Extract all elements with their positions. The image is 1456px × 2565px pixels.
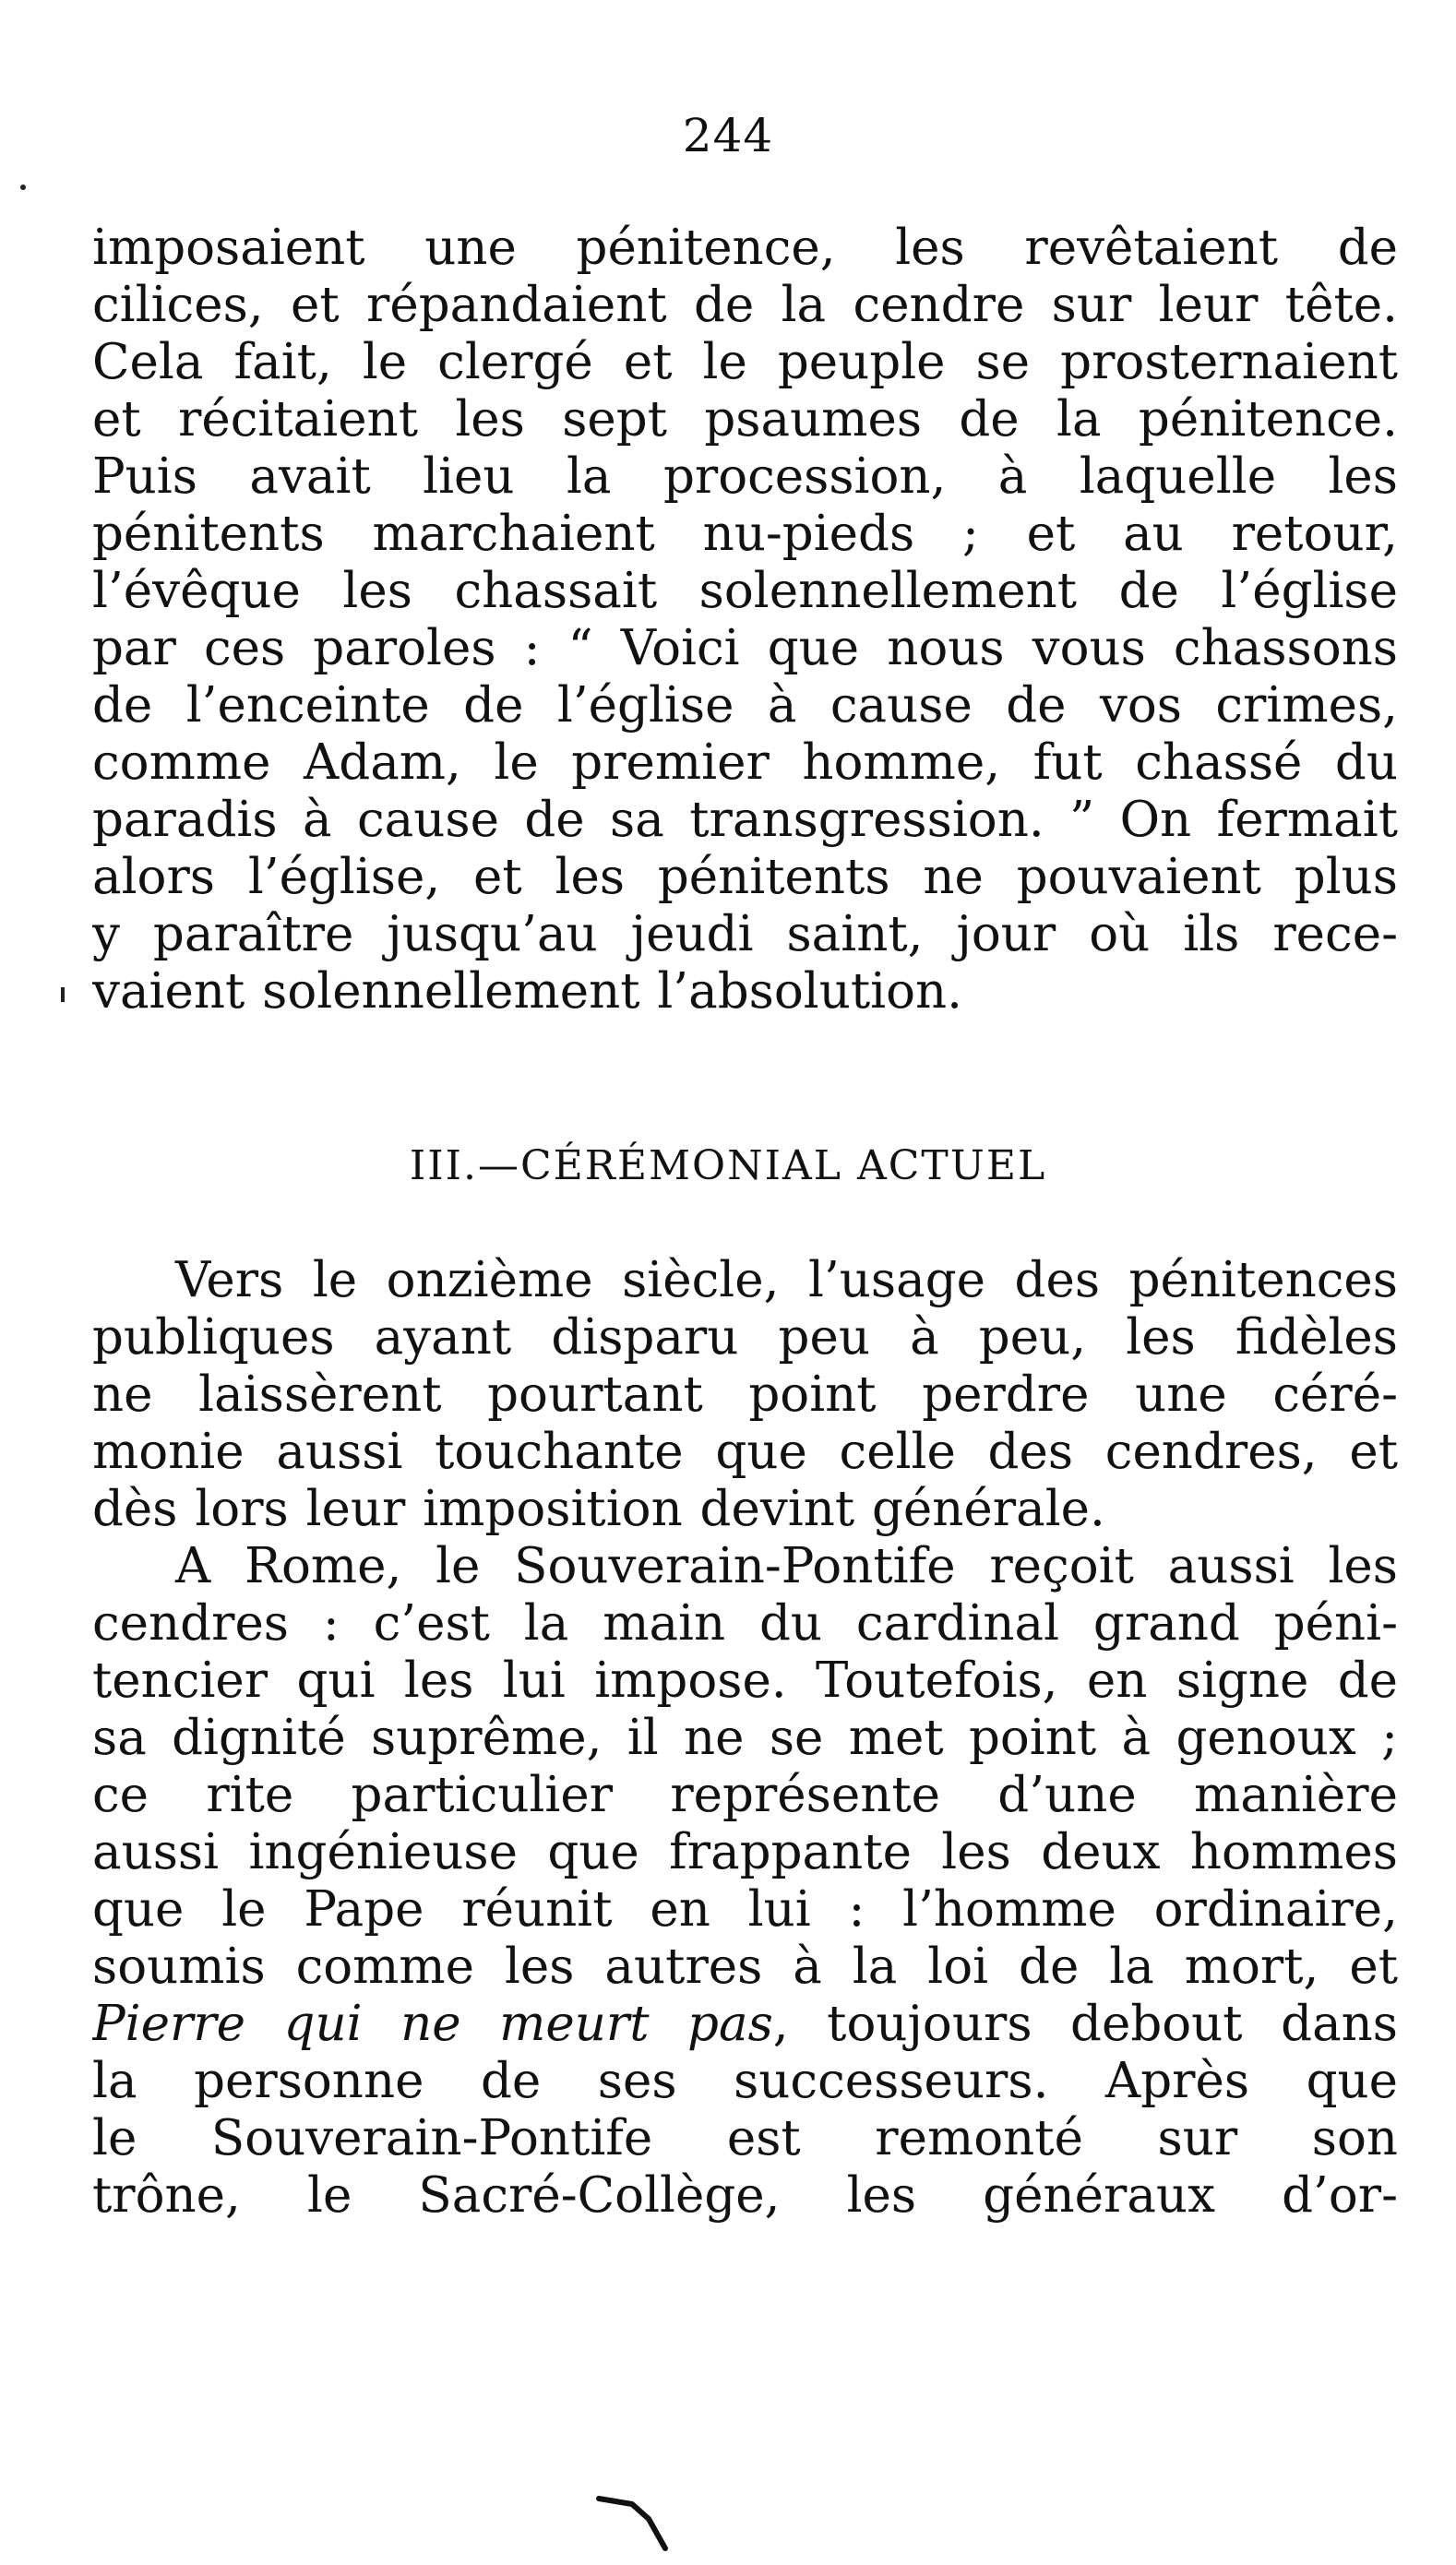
margin-mark	[61, 987, 65, 1002]
text-line: et récitaient les sept psaumes de la pénitence.	[92, 391, 1398, 447]
text-line: monie aussi touchante que celle des cendres, et	[92, 1424, 1398, 1480]
paragraph-continuation	[92, 220, 1398, 1020]
text-line: Puis avait lieu la procession, à laquelle les	[92, 448, 1398, 505]
text-line: Vers le onzième siècle, l’usage des pénitences	[175, 1252, 1398, 1308]
text-line: alors l’église, et les pénitents ne pouvaient plus	[92, 849, 1398, 905]
text-line: pénitents marchaient nu-pieds ; et au retour,	[92, 506, 1398, 562]
text-line: aussi ingénieuse que frappante les deux hommes	[92, 1824, 1398, 1880]
text-line: cilices, et répandaient de la cendre sur leur tête.	[92, 277, 1398, 333]
text-line: cendres : c’est la main du cardinal grand péni-	[92, 1595, 1398, 1652]
text-line: publiques ayant disparu peu à peu, les fidèles	[92, 1309, 1398, 1366]
ink-speck	[20, 185, 26, 190]
italic-phrase: Pierre qui ne meurt pas	[92, 1996, 773, 2052]
text-line: trône, le Sacré-Collège, les généraux d’or-	[92, 2167, 1398, 2224]
text-line: paradis à cause de sa transgression. ” On fermait	[92, 792, 1398, 848]
text-line: A Rome, le Souverain-Pontife reçoit aussi les	[175, 1538, 1398, 1594]
section-heading: III.—CÉRÉMONIAL ACTUEL	[409, 1142, 1047, 1189]
text-line: que le Pape réunit en lui : l’homme ordinaire,	[92, 1881, 1398, 1938]
text-line: comme Adam, le premier homme, fut chassé du	[92, 734, 1398, 791]
text-line: ne laissèrent pourtant point perdre une céré-	[92, 1366, 1398, 1423]
text-line: soumis comme les autres à la loi de la mort, et	[92, 1939, 1398, 1995]
text-line-with-italic	[92, 1996, 1398, 2053]
text-line: le Souverain-Pontife est remonté sur son	[92, 2110, 1398, 2166]
text-line: de l’enceinte de l’église à cause de vos crimes,	[92, 677, 1398, 734]
text-line: ce rite particulier représente d’une manière	[92, 1767, 1398, 1823]
text-line: la personne de ses successeurs. Après que	[92, 2053, 1398, 2109]
text-line: tencier qui les lui impose. Toutefois, en signe de	[92, 1652, 1398, 1709]
section-body	[92, 1252, 1398, 2225]
text-line: sa dignité suprême, il ne se met point à genoux ;	[92, 1710, 1398, 1766]
text-line: vaient solennellement l’absolution.	[92, 963, 963, 1020]
page-number: 244	[682, 109, 774, 162]
text-line: y paraître jusqu’au jeudi saint, jour où ils rece-	[92, 906, 1398, 962]
text-fragment: , toujours debout dans	[772, 1996, 1398, 2052]
text-line: dès lors leur imposition devint générale.	[92, 1481, 1105, 1537]
text-line: imposaient une pénitence, les revêtaient de	[92, 220, 1398, 276]
text-line: Cela fait, le clergé et le peuple se prosternaient	[92, 334, 1398, 390]
ink-stroke	[595, 2491, 706, 2556]
text-line: l’évêque les chassait solennellement de l’église	[92, 563, 1398, 619]
text-line: par ces paroles : “ Voici que nous vous chassons	[92, 620, 1398, 676]
